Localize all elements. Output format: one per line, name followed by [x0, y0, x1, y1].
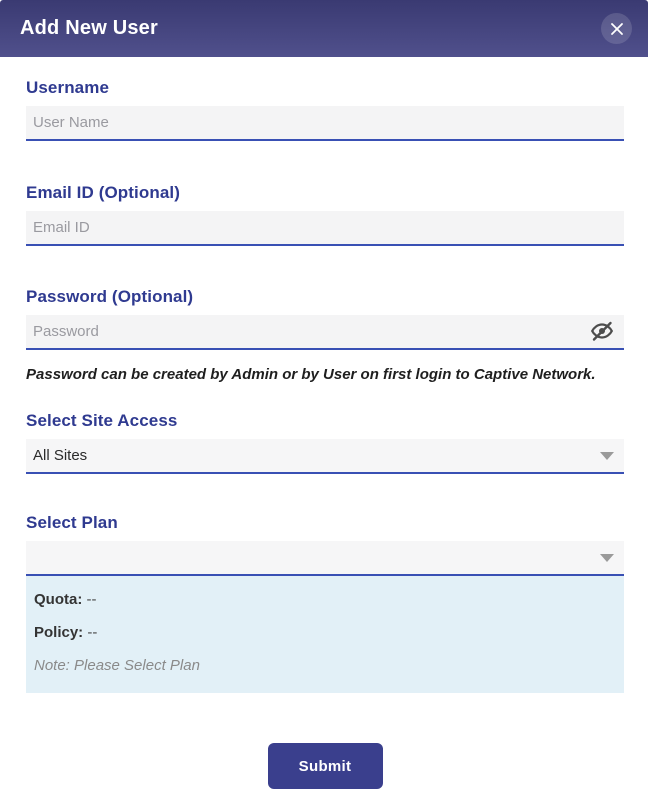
plan-select[interactable] [26, 541, 624, 576]
policy-row [34, 624, 610, 641]
email-label: Email ID (Optional) [26, 183, 180, 202]
submit-button[interactable]: Submit [268, 743, 383, 789]
chevron-down-icon [600, 554, 614, 562]
password-section [26, 287, 624, 383]
email-input[interactable] [26, 211, 624, 246]
password-helper-note: Password can be created by Admin or by User on first login to Captive Network. [26, 366, 596, 383]
quota-row [34, 591, 610, 608]
chevron-down-icon [600, 452, 614, 460]
eye-off-icon [589, 319, 615, 346]
modal-body [0, 57, 648, 801]
policy-value: -- [87, 624, 98, 641]
modal-header [0, 0, 648, 57]
site-access-selected-value: All Sites [33, 447, 88, 464]
quota-value: -- [86, 591, 97, 608]
site-access-label: Select Site Access [26, 411, 178, 430]
submit-row [26, 743, 624, 801]
modal-title: Add New User [20, 17, 158, 39]
plan-label: Select Plan [26, 513, 118, 532]
site-access-select[interactable] [26, 439, 624, 474]
email-section [26, 183, 624, 246]
password-input[interactable] [26, 315, 624, 350]
password-visibility-toggle[interactable] [588, 319, 616, 345]
username-label: Username [26, 78, 110, 97]
plan-info-box [26, 576, 624, 693]
site-access-section [26, 411, 624, 474]
policy-label: Policy: [34, 624, 84, 641]
plan-section [26, 513, 624, 693]
password-label: Password (Optional) [26, 287, 194, 306]
close-icon [610, 22, 624, 36]
close-button[interactable] [601, 13, 632, 44]
plan-select-note: Note: Please Select Plan [34, 657, 200, 674]
quota-label: Quota: [34, 591, 83, 608]
username-section [26, 78, 624, 141]
username-input[interactable] [26, 106, 624, 141]
